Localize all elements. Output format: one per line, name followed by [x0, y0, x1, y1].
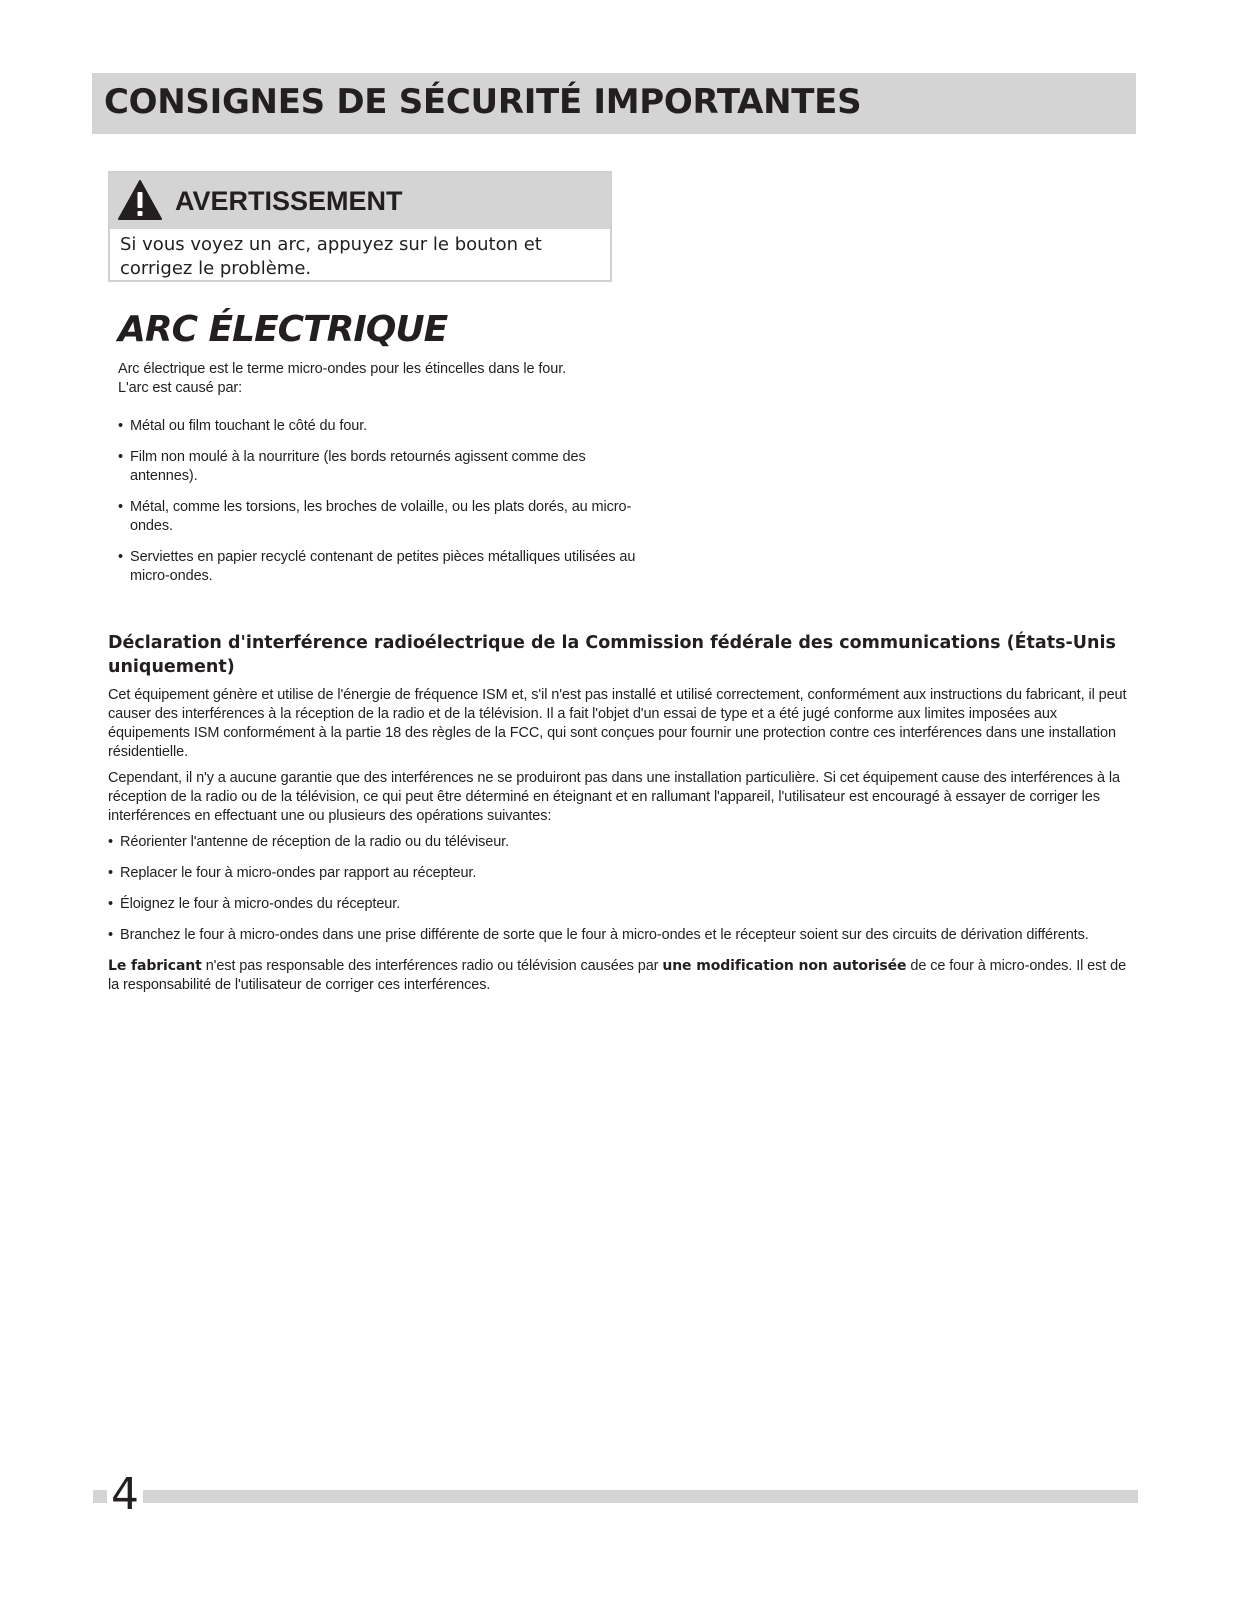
arc-intro	[118, 360, 638, 398]
closing-text1: n'est pas responsable des interférences radio ou télévision causées par	[201, 958, 663, 974]
footer-bar	[93, 1490, 1138, 1503]
fcc-closing	[108, 957, 1138, 995]
warning-header	[110, 173, 610, 229]
fcc-paragraph: Cependant, il n'y a aucune garantie que des interférences ne se produiront pas dans une installation particulière. Si cet équipement cause des interférences à la réception de la radio ou de la télévision, ce qui peut être déterminé en éteignant et en rallumant l'appareil, l'utilisateur est encouragé à essayer de corriger les interférences en effectuant une ou plusieurs des opérations suivantes:	[108, 770, 1120, 824]
fcc-paragraph: Cet équipement génère et utilise de l'énergie de fréquence ISM et, s'il n'est pas installé et utilisé correctement, conformément aux instructions du fabricant, il peut causer des interférences à la réception de la radio et de la télévision. Il a fait l'objet d'un essai de type et a été jugé conforme aux limites imposées aux équipements ISM conformément à la partie 18 des règles de la FCC, qui sont conçues pour fournir une protection contre ces interférences dans une installation résidentielle.	[108, 687, 1127, 760]
list-item: • Branchez le four à micro-ondes dans une prise différente de sorte que le four à micro-ondes et le récepteur soient sur des circuits de dérivation différents.	[108, 926, 1138, 945]
warning-title: AVERTISSEMENT	[175, 186, 403, 216]
fcc-heading: Déclaration d'interférence radioélectrique de la Commission fédérale des communications (États-Unis uniquement)	[108, 633, 1116, 677]
list-item: • Serviettes en papier recyclé contenant de petites pièces métalliques utilisées au micro-ondes.	[118, 548, 648, 586]
closing-bold-manufacturer: Le fabricant	[108, 958, 202, 974]
list-item: • Métal, comme les torsions, les broches de volaille, ou les plats dorés, au micro-ondes.	[118, 498, 648, 536]
arc-cause-list	[118, 417, 648, 598]
closing-bold-modification: une modification non autorisée	[662, 958, 907, 974]
list-item: • Réorienter l'antenne de réception de la radio ou du téléviseur.	[108, 833, 1138, 852]
list-item: • Replacer le four à micro-ondes par rapport au récepteur.	[108, 864, 1138, 883]
arc-intro-line1: Arc électrique est le terme micro-ondes pour les étincelles dans le four.	[118, 361, 567, 377]
warning-triangle-icon	[118, 180, 162, 220]
list-item: • Film non moulé à la nourriture (les bords retournés agissent comme des antennes).	[118, 448, 648, 486]
fcc-body	[108, 686, 1138, 1002]
closing-text2: de ce four à micro-ondes. Il est de la responsabilité de l'utilisateur de corriger ces interférences.	[108, 958, 1127, 993]
warning-text: Si vous voyez un arc, appuyez sur le bouton et corrigez le problème.	[120, 234, 542, 279]
page-header-bar	[92, 73, 1136, 134]
page-title: CONSIGNES DE SÉCURITÉ IMPORTANTES	[104, 82, 862, 122]
arc-intro-line2: L'arc est causé par:	[118, 380, 243, 396]
fcc-action-list	[108, 833, 1138, 945]
arc-section-title: ARC ÉLECTRIQUE	[118, 309, 448, 350]
page-number: 4	[107, 1470, 143, 1520]
warning-box	[108, 171, 612, 282]
list-item: • Métal ou film touchant le côté du four.	[118, 417, 648, 436]
list-item: • Éloignez le four à micro-ondes du récepteur.	[108, 895, 1138, 914]
